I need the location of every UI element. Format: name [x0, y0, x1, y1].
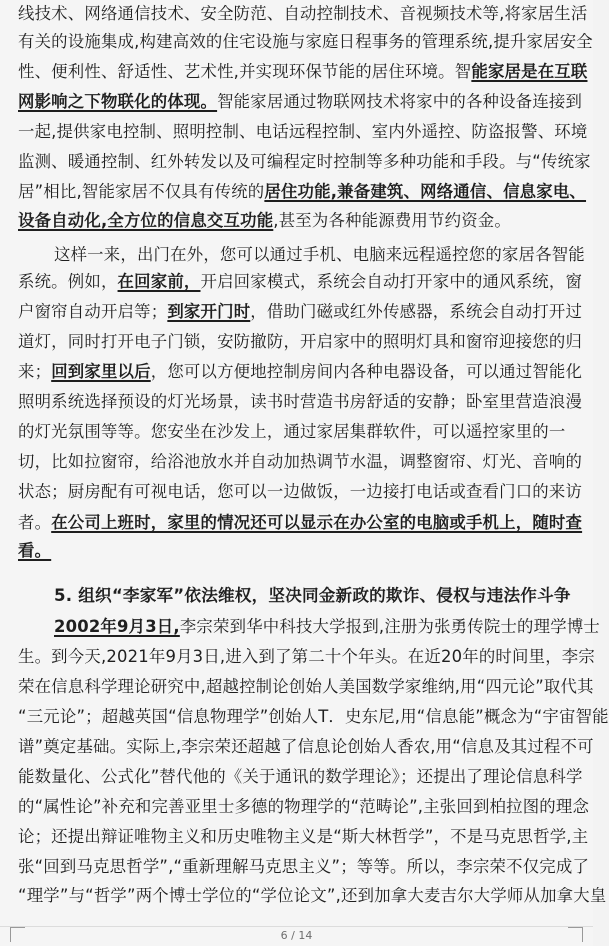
text-line: [18, 181, 587, 203]
text-run: 系统。例如，: [18, 272, 118, 291]
text-line: [18, 331, 583, 353]
text-run: “三元论”；超越英国“信息物理学”创始人T．史东尼,用“信息能”概念为“宇宙智能: [18, 707, 609, 726]
text-line: [18, 210, 575, 232]
emphasized-text: 回到家里以后: [51, 362, 151, 381]
text-line: [18, 646, 595, 668]
text-line: [18, 512, 583, 534]
text-run: 线技术、网络通信技术、安全防范、自动控制技术、音视频技术等,将家居生活: [18, 4, 588, 23]
text-run: ，借助门磁或红外传感器，系统会自动打开过: [250, 302, 583, 321]
text-run: 智能家居通过物联网技术将家中的各种设备连接到: [217, 92, 583, 111]
emphasized-text: 能家居是在互联: [471, 62, 588, 81]
text-line: [18, 61, 588, 83]
text-line: [18, 121, 588, 143]
text-line: [18, 451, 583, 473]
text-run: 来；: [18, 362, 52, 381]
text-line: [18, 540, 575, 562]
text-line: [18, 31, 593, 53]
text-line: [18, 885, 607, 907]
emphasized-text: 到家开门时: [167, 302, 251, 321]
text-run: 论；还提出辩证唯物主义和历史唯物主义是“斯大林哲学”，不是马克思哲学,主: [18, 827, 589, 846]
text-line: [18, 676, 594, 698]
text-run: 照明系统选择预设的灯光场景，读书时营造书房舒适的安静；卧室里营造浪漫: [18, 392, 583, 411]
text-run: 的灯光氛围等等。您安坐在沙发上，通过家居集群软件，可以遥控家里的一: [18, 422, 566, 441]
text-run: 道灯，同时打开电子门锁，安防撤防，开启家中的照明灯具和窗帘迎接您的归: [18, 332, 583, 351]
text-run: ,甚至为各种能源费用节约资金。: [273, 211, 511, 230]
text-line: [18, 766, 583, 788]
text-line: [18, 391, 583, 413]
text-line: [18, 421, 575, 443]
text-run: 李宗荣到华中科技大学报到,注册为张勇传院士的理学博士: [179, 617, 601, 636]
emphasized-text: 居住功能,兼备建筑、网络通信、信息家电、: [264, 182, 587, 201]
text-line: [54, 244, 585, 266]
text-run: 的“属性论”补充和完善亚里士多德的物理学的“范畴论”,主张回到柏拉图的理念: [18, 797, 590, 816]
text-run: 能数量化、公式化”替代他的《关于通讯的数学理论》；还提出了理论信息科学: [18, 767, 583, 786]
emphasized-text: 设备自动化,全方位的信息交互功能: [18, 211, 274, 230]
text-line: [18, 826, 589, 848]
text-run: 开启回家模式，系统会自动打开家中的通风系统，窗: [200, 272, 583, 291]
text-run: 一起,提供家电控制、照明控制、电话远程控制、室内外遥控、防盗报警、环境: [18, 122, 588, 141]
text-run: 监测、暖通控制、红外转发以及可编程定时控制等多种功能和手段。与“传统家: [18, 152, 591, 171]
text-run: 这样一来，出门在外，您可以通过手机、电脑来远程遥控您的家居各智能: [54, 245, 585, 264]
emphasized-text: 网影响之下物联化的体现。: [18, 92, 218, 111]
text-line: [18, 3, 588, 25]
emphasized-text: 在回家前，: [117, 272, 201, 291]
text-run: 有关的设施集成,构建高效的住宅设施与家庭日程事务的管理系统,提升家居安全: [18, 32, 593, 51]
text-line: [18, 706, 609, 728]
text-line: [54, 616, 601, 638]
emphasized-text: 在公司上班时，家里的情况还可以显示在办公室的电脑或手机上，随时查: [51, 513, 583, 532]
text-line: [18, 796, 590, 818]
text-run: 5. 组织“李家军”依法维权，坚决同金新政的欺诈、侵权与违法作斗争: [54, 586, 571, 605]
emphasized-text: 看。: [18, 541, 52, 560]
text-run: 谱”奠定基础。实际上,李宗荣还超越了信息论创始人香农,用“信息及其过程不可: [18, 737, 594, 756]
text-run: 张“回到马克思哲学”,“重新理解马克思主义”；等等。所以，李宗荣不仅完成了: [18, 857, 590, 876]
text-line: [18, 856, 590, 878]
emphasized-text: 2002年9月3日,: [54, 617, 180, 636]
text-line: [18, 151, 591, 173]
text-run: ，您可以方便地控制房间内各种电器设备，可以通过智能化: [150, 362, 583, 381]
text-line: [18, 91, 583, 113]
text-run: “理学”与“哲学”两个博士学位的“学位论文”,还到加拿大麦吉尔大学师从加拿大皇: [18, 886, 607, 905]
text-line: [18, 301, 583, 323]
text-run: 荣在信息科学理论研究中,超越控制论创始人美国数学家维纳,用“四元论”取代其: [18, 677, 594, 696]
text-run: 性、便利性、舒适性、艺术性,并实现环保节能的居住环境。智: [18, 62, 472, 81]
text-line: [18, 361, 583, 383]
page-indicator: 6 / 14: [280, 929, 313, 942]
text-run: 状态；厨房配有可视电话，您可以一边做饭，一边接打电话或查看门口的来访: [18, 482, 583, 501]
text-run: 居”相比,智能家居不仅具有传统的: [18, 182, 265, 201]
text-run: 切，比如拉窗帘，给浴池放水并自动加热调节水温，调整窗帘、灯光、音响的: [18, 452, 583, 471]
text-line: [18, 736, 594, 758]
text-run: 者。: [18, 513, 52, 532]
text-line: [18, 481, 583, 503]
text-line: [18, 271, 583, 293]
text-run: 生。到今天,2021年9月3日,进入到了第二十个年头。在近20年的时间里，李宗: [18, 647, 595, 666]
text-line: [54, 585, 575, 607]
text-run: 户窗帘自动开启等；: [18, 302, 168, 321]
